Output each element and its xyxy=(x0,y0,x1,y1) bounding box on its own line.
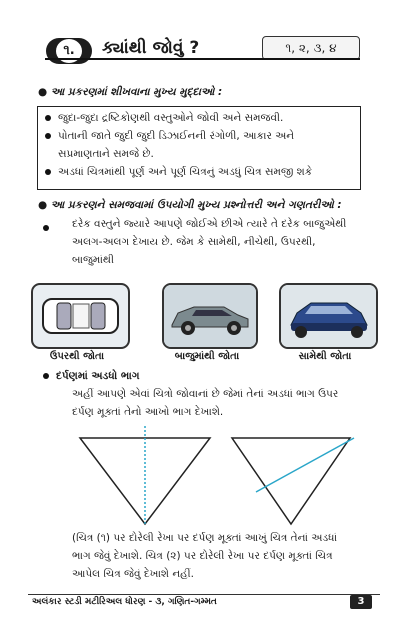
car-front-view-image xyxy=(279,283,378,349)
mirror-heading xyxy=(43,368,140,385)
bullet-2 xyxy=(45,128,294,144)
triangle-2 xyxy=(232,438,350,524)
car-front-view-icon xyxy=(281,285,376,347)
page-range-tag: ૧, ૨, ૩, ૪ xyxy=(262,36,360,60)
bullet-3 xyxy=(45,164,312,180)
caption-front-view: સામેથી જોતા xyxy=(298,351,352,362)
bullet-text: અડધાં ચિત્રમાંથી પૂર્ણ અને પૂર્ણ ચિત્રનું અડધું ચિત્ર સમજી શકે xyxy=(58,166,313,178)
chapter-number: ૧. xyxy=(56,39,82,63)
bullet-1 xyxy=(45,110,283,126)
section1-heading-text: આ પ્રકરણમાં શીખવાના મુખ્ય મુદ્દાઓ : xyxy=(50,86,223,98)
para-bullet xyxy=(43,220,49,237)
para-line-3: બાજુમાંથી xyxy=(72,254,114,266)
explain-line-2: ભાગ જેવું દેખાશે. ચિત્ર (૨) પર દોરેલી રેખા પર દર્પણ મૂક્તાં ચિત્ર xyxy=(72,550,333,562)
car-side-view-icon xyxy=(164,285,256,347)
mirror-heading-text: દર્પણમાં અડધો ભાગ xyxy=(56,370,140,382)
car-top-view-image xyxy=(31,283,130,349)
mirror-line-2: દર્પણ મૂક્તાં તેનો આખો ભાગ દેખાશે. xyxy=(72,406,224,418)
caption-side-view: બાજુમાંથી જોતા xyxy=(174,351,240,362)
para-line-1: દરેક વસ્તુને જ્યારે આપણે જોઈએ છીએ ત્યારે તે દરેક બાજુએથી xyxy=(72,218,347,230)
header-rule xyxy=(45,58,360,60)
footer-rule xyxy=(28,594,380,595)
footer-text: અલંકાર સ્ટડી મટીરિઅલ ધોરણ - ૩, ગણિત-ગમ્મત xyxy=(32,597,217,607)
bullet-2-cont: સપ્રમાણતાને સમજે છે. xyxy=(58,148,154,160)
bullet-dot xyxy=(43,225,49,231)
bullet-dot xyxy=(43,373,49,379)
section2-heading-text: આ પ્રકરણને સમજવામાં ઉપયોગી મુખ્ય પ્રશ્નોત્તરી અને ગણતરીઓ : xyxy=(50,199,342,211)
section1-heading: ● આ પ્રકરણમાં શીખવાના મુખ્ય મુદ્દાઓ : xyxy=(38,86,223,98)
chapter-title: ક્યાંથી જોવું ? xyxy=(102,38,200,58)
bullet-text: પોતાની જાતે જુદી જુદી ડિઝાઈનની રંગોળી, આકાર અને xyxy=(58,130,295,142)
bullet-dot xyxy=(45,115,51,121)
caption-top-view: ઉપરથી જોતા xyxy=(49,351,105,362)
mirror-line-1: અહીં આપણે એવાં ચિત્રો જોવાનાં છે જેમાં તેનાં અડધાં ભાગ ઉપર xyxy=(72,388,339,400)
car-top-view-icon xyxy=(33,285,128,347)
mirror-triangles-figure xyxy=(60,418,360,528)
explain-line-1: (ચિત્ર (૧) પર દોરેલી રેખા પર દર્પણ મૂક્તાં આખું ચિત્ર તેનાં અડધાં xyxy=(72,532,338,544)
bullet-text: જુદા-જુદા દ્રષ્ટિકોણથી વસ્તુઓને જોવી અને સમજવી. xyxy=(58,112,284,124)
explain-line-3: આપેલ ચિત્ર જેવું દેખાશે નહીં. xyxy=(72,568,194,580)
mirror-line-2 xyxy=(256,438,354,492)
page-number: 3 xyxy=(350,595,372,609)
car-side-view-image xyxy=(162,283,258,349)
bullet-dot xyxy=(45,133,51,139)
section2-heading: ● આ પ્રકરણને સમજવામાં ઉપયોગી મુખ્ય પ્રશ્નોત્તરી અને ગણતરીઓ : xyxy=(38,199,342,211)
para-line-2: અલગ-અલગ દેખાય છે. જેમ કે સામેથી, નીચેથી, ઉપરથી, xyxy=(72,236,316,248)
bullet-dot xyxy=(45,169,51,175)
